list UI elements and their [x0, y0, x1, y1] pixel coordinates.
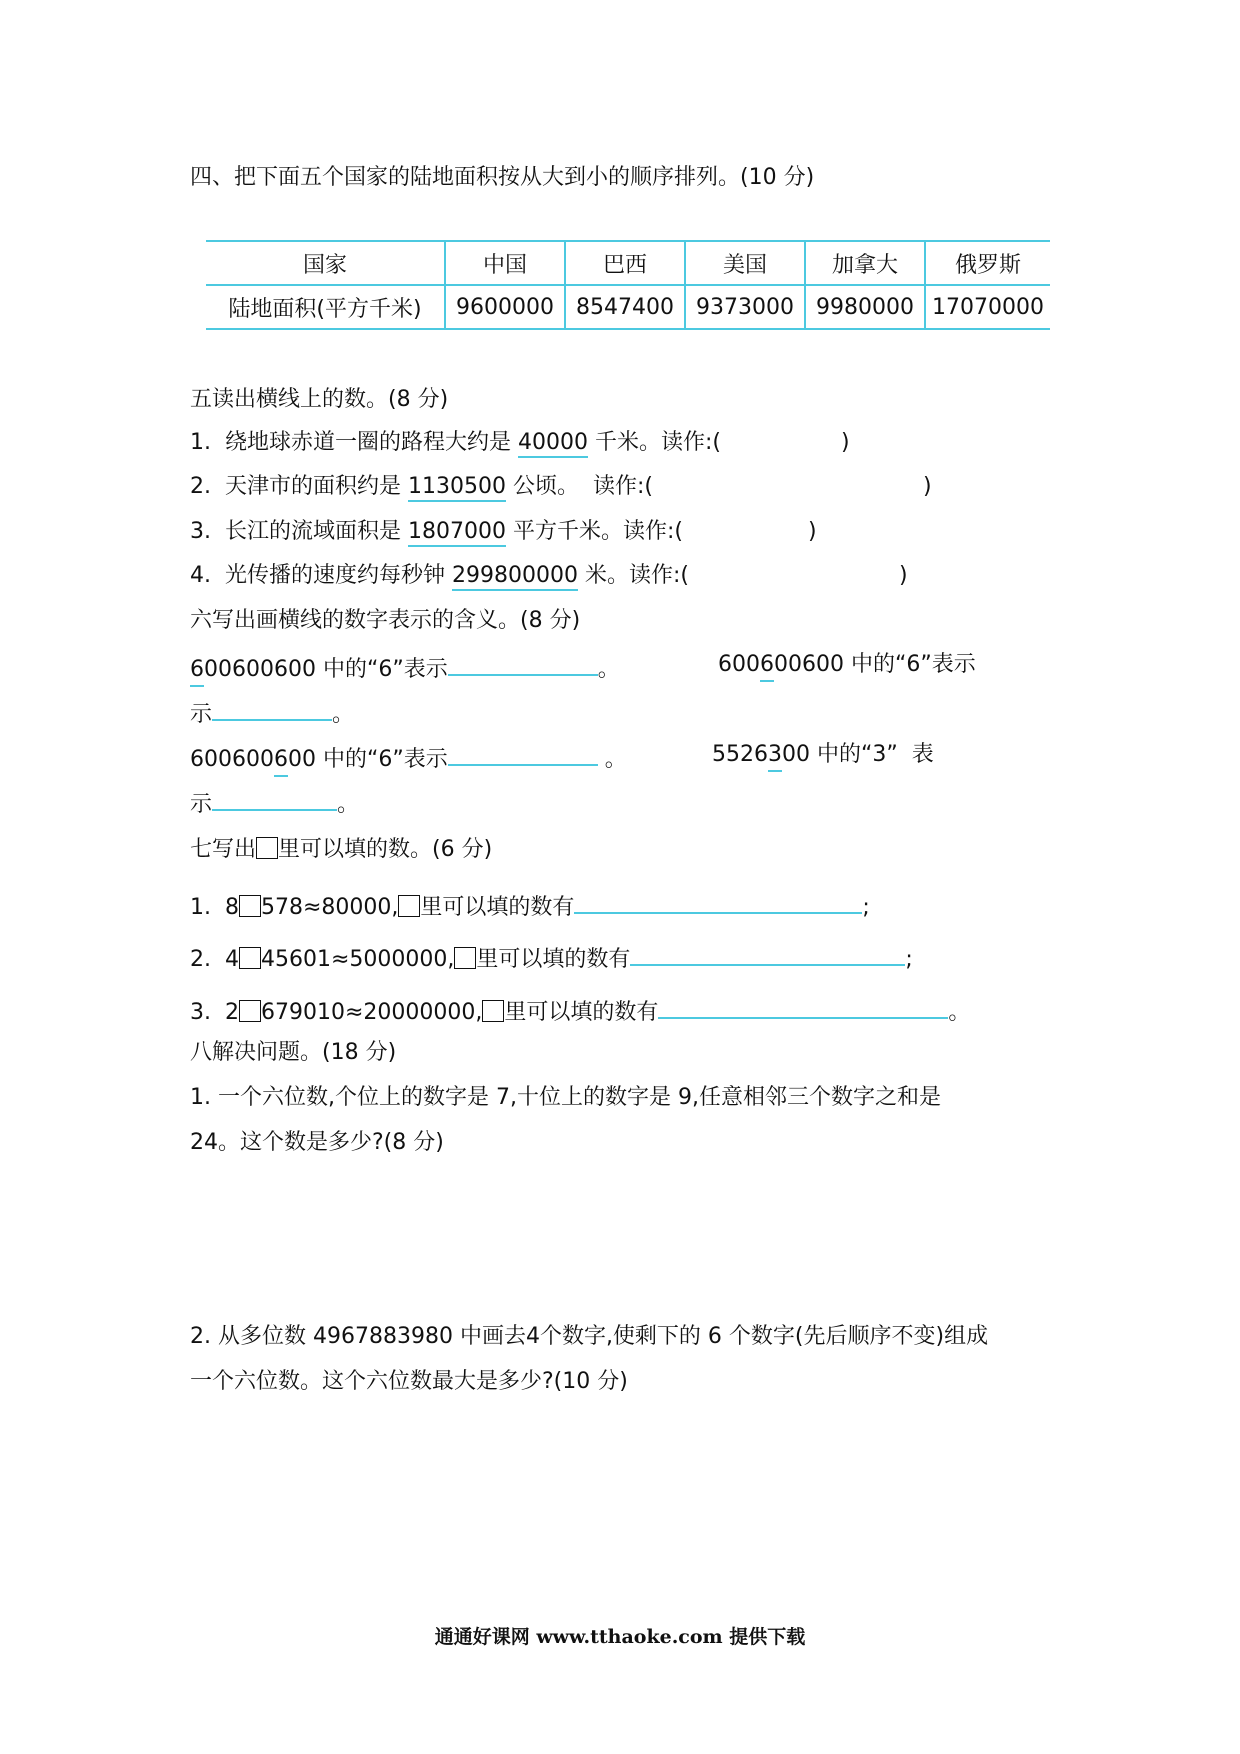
q6-item-4-cont: 示 。 — [190, 785, 359, 820]
q6-item-2-cont: 示 。 — [190, 695, 354, 730]
q5-title: 五读出横线上的数。(8 分) — [190, 387, 449, 412]
underlined-number: 40000 — [518, 430, 588, 458]
q7-item-1: 1. 8 578≈80000, 里可以填的数有 ; — [190, 888, 870, 923]
answer-blank[interactable] — [658, 993, 948, 1019]
footer-credit: 通通好课网 www.tthaoke.com 提供下载 — [434, 1626, 806, 1648]
q7-item-2: 2. 4 45601≈5000000, 里可以填的数有 ; — [190, 940, 913, 975]
answer-blank[interactable] — [574, 888, 862, 914]
table-cell: 俄罗斯 — [925, 241, 1050, 285]
square-box-icon[interactable] — [239, 947, 261, 969]
square-box-icon[interactable] — [239, 1000, 261, 1022]
table-cell: 8547400 — [565, 285, 685, 329]
table-cell: 中国 — [445, 241, 565, 285]
q6-item-2: 600600600 中的“6”表示 — [718, 650, 976, 682]
square-box-icon — [454, 947, 476, 969]
table-cell: 巴西 — [565, 241, 685, 285]
q8-problem-1-line-1: 1. 一个六位数,个位上的数字是 7,十位上的数字是 9,任意相邻三个数字之和是 — [190, 1085, 941, 1110]
table-cell: 9980000 — [805, 285, 925, 329]
q6-item-3: 600600600 中的“6”表示 。 — [190, 740, 627, 777]
underlined-digit: 6 — [274, 745, 288, 777]
q8-problem-2-line-2: 一个六位数。这个六位数最大是多少?(10 分) — [190, 1369, 628, 1394]
table-cell: 9600000 — [445, 285, 565, 329]
land-area-table — [206, 240, 1050, 330]
answer-blank[interactable] — [448, 650, 598, 676]
table-cell: 国家 — [206, 241, 445, 285]
square-box-icon[interactable] — [239, 895, 261, 917]
q8-title: 八解决问题。(18 分) — [190, 1040, 397, 1065]
answer-blank[interactable] — [212, 695, 332, 721]
table-cell: 陆地面积(平方千米) — [206, 285, 445, 329]
square-box-icon — [256, 837, 278, 859]
underlined-digit: 6 — [190, 655, 204, 687]
answer-blank[interactable] — [212, 785, 337, 811]
underlined-number: 1130500 — [408, 474, 506, 502]
q8-problem-2-line-1: 2. 从多位数 4967883980 中画去4个数字,使剩下的 6 个数字(先后顺序不变)组成 — [190, 1324, 989, 1349]
q6-item-1: 600600600 中的“6”表示 。 — [190, 650, 620, 687]
underlined-number: 1807000 — [408, 519, 506, 547]
q4-title: 四、把下面五个国家的陆地面积按从大到小的顺序排列。(10 分) — [190, 165, 815, 190]
underlined-number: 299800000 — [452, 563, 578, 591]
q5-item-3: 3. 长江的流域面积是 1807000 平方千米。读作:( ) — [190, 517, 817, 547]
q5-item-2: 2. 天津市的面积约是 1130500 公顷。 读作:( ) — [190, 472, 932, 502]
q6-item-4: 5526300 中的“3” 表 — [712, 740, 934, 772]
table-cell: 加拿大 — [805, 241, 925, 285]
q5-item-4: 4. 光传播的速度约每秒钟 299800000 米。读作:( ) — [190, 561, 908, 591]
square-box-icon — [482, 1000, 504, 1022]
square-box-icon — [398, 895, 420, 917]
q8-problem-1-line-2: 24。这个数是多少?(8 分) — [190, 1130, 444, 1155]
table-cell: 17070000 — [925, 285, 1050, 329]
table-cell: 美国 — [685, 241, 805, 285]
underlined-digit: 3 — [768, 740, 782, 772]
table-row-values — [206, 285, 1050, 329]
q7-item-3: 3. 2 679010≈20000000, 里可以填的数有 。 — [190, 993, 970, 1028]
answer-blank[interactable] — [448, 740, 598, 766]
q7-title: 七写出 里可以填的数。(6 分) — [190, 837, 493, 862]
q6-title: 六写出画横线的数字表示的含义。(8 分) — [190, 608, 581, 633]
underlined-digit: 6 — [760, 650, 774, 682]
answer-blank[interactable] — [630, 940, 905, 966]
q5-item-1: 1. 绕地球赤道一圈的路程大约是 40000 千米。读作:( ) — [190, 428, 850, 458]
table-row-header — [206, 241, 1050, 285]
table-cell: 9373000 — [685, 285, 805, 329]
